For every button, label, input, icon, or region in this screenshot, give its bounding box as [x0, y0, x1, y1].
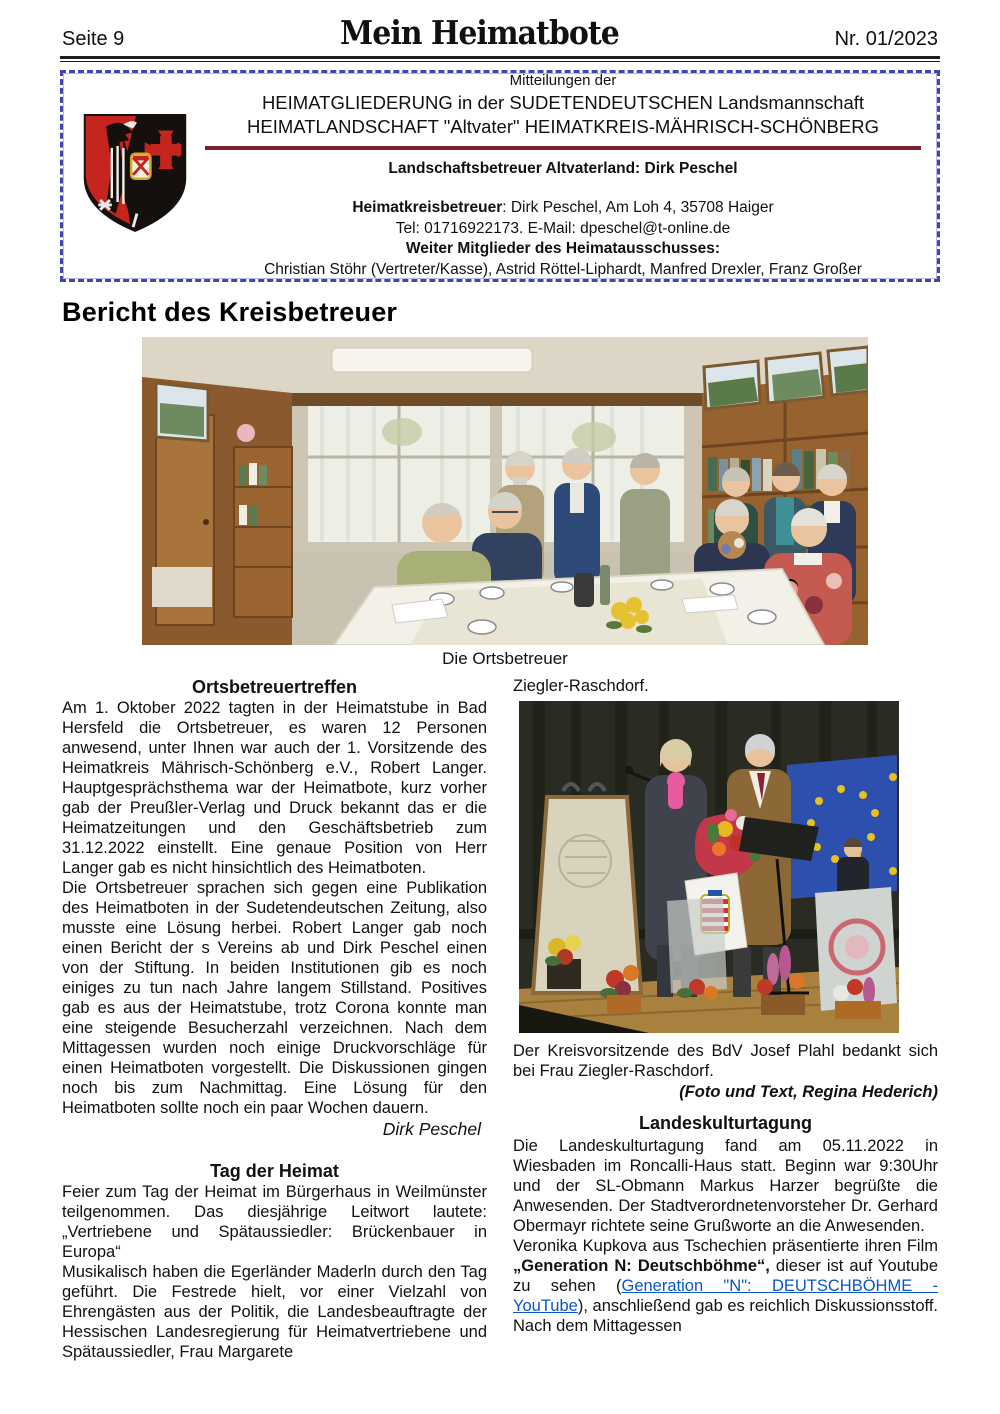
article-paragraph: Feier zum Tag der Heimat im Bürgerhaus in Weilmünster teilgenommen. Das diesjährige Leitwort lautete: „Vertriebene und Spätaussiedler: Brückenbauer in Europa“ [62, 1183, 487, 1261]
group-photo [142, 337, 868, 645]
page-title: Bericht des Kreisbetreuer [62, 297, 398, 327]
members-label: Weiter Mitglieder des Heimatausschusses: [405, 239, 721, 257]
altvater-crest-icon [77, 109, 193, 242]
issue-number: Nr. 01/2023 [834, 28, 938, 50]
infobox-line2: HEIMATGLIEDERUNG in der SUDETENDEUTSCHEN Landsmannschaft [261, 91, 865, 113]
article-heading-tag-der-heimat: Tag der Heimat [210, 1161, 339, 1181]
article-heading-ortsbetreuertreffen: Ortsbetreuertreffen [191, 677, 358, 697]
article-paragraph: Musikalisch haben die Egerländer Maderln durch den Tag geführt. Die Festrede hielt, vor einer Vielzahl von Ehrengästen aus der Politik, die Landesbeauftragte der Hessischen Landesregierung für Heimatvertriebene und Spätaussiedler, Frau Margarete [62, 1263, 487, 1361]
stage-photo [519, 701, 899, 1033]
page-header [62, 16, 938, 51]
article-paragraph: Die Ortsbetreuer sprachen sich gegen eine Publikation des Heimatboten in der Sudetendeutschen Zeitung, also musste eine Lösung herbei. Robert Langer gab noch einen Bericht der s Vereins ab und Dirk Peschel einen von der Stiftung. In beiden Institutionen gib es noch einiges zu tun nach Jahre langem Stillstand. Positives gab es aus der Heimatstube, trotz Corona konnte man eine steigende Besucherzahl verzeichnen. Nach dem Mittagessen wurden noch einige Druckvorschläge für einen Heimatboten vorgestellt. Die Diskussionen gingen noch bis zum Nachmittag. Eine Lösung für den Heimatboten sollte noch ein paar Wochen dauern. [62, 879, 487, 1117]
continuation-line: Ziegler-Raschdorf. [513, 677, 649, 695]
masthead-title: Mein Heimatbote [340, 14, 619, 53]
kreisbetreuer-line: Heimatkreisbetreuer: Dirk Peschel, Am Loh 4, 35708 Haiger [352, 198, 774, 216]
group-photo-figure [142, 337, 868, 669]
article-columns [62, 676, 938, 1362]
header-divider [60, 56, 940, 62]
landschaftsbetreuer-line: Landschaftsbetreuer Altvaterland: Dirk Peschel [388, 159, 738, 177]
film-title: „Generation N: Deutschböhme“, [513, 1257, 770, 1275]
photo-credit: (Foto und Text, Regina Hederich) [679, 1083, 938, 1101]
youtube-link[interactable]: Generation "N": DEUTSCHBÖHME - YouTube [513, 1277, 938, 1315]
infobox-line3: HEIMATLANDSCHAFT "Altvater" HEIMATKREIS-MÄHRISCH-SCHÖNBERG [247, 115, 879, 137]
infobox-text [205, 71, 921, 280]
infobox-line1: Mitteilungen der [509, 71, 617, 89]
article-paragraph: Veronika Kupkova aus Tschechien präsentierte ihren Film „Generation N: Deutschböhme“, dieser ist auf Youtube zu sehen (Generation "N": DEUTSCHBÖHME - YouTube), anschließend gab es reichlich Diskussionsstoff. Nach dem Mittagessen [513, 1237, 938, 1335]
members-line: Christian Stöhr (Vertreter/Kasse), Astrid Röttel-Liphardt, Manfred Drexler, Franz Großer [264, 260, 862, 278]
stage-photo-figure [519, 701, 938, 1033]
author-signature: Dirk Peschel [382, 1119, 481, 1139]
article-heading-landeskulturtagung: Landeskulturtagung [638, 1113, 812, 1133]
maroon-divider [205, 146, 921, 150]
right-column [513, 676, 938, 1362]
article-paragraph: Die Landeskulturtagung fand am 05.11.2022 in Wiesbaden im Roncalli-Haus statt. Beginn war 9:30Uhr und der SL-Obmann Markus Harzer begrüßte die Anwesenden. Der Stadtverordnetenvorsteher Dr. Gerhard Obermayr richtete seine Grußworte an die Anwesenden. [513, 1137, 938, 1235]
group-photo-caption: Die Ortsbetreuer [442, 649, 568, 668]
article-paragraph: Am 1. Oktober 2022 tagten in der Heimatstube in Bad Hersfeld die Ortsbetreuer, es waren 12 Personen anwesend, unter Ihnen war auch der 1. Vorsitzende des Heimatkreis Mährisch-Schönberg e.V., Robert Langer. Hauptgesprächsthema war der Heimatbote, kurz vorher gab der Preußler-Verlag und Druck bekannt das er die Heimatzeitungen und den Geschäftsbetrieb zum 31.12.2022 einstellt. Eine genaue Position von Herr Langer gab es nicht hinsichtlich des Heimatboten. [62, 699, 487, 877]
masthead-infobox [60, 70, 940, 282]
contact-line: Tel: 01716922173. E-Mail: dpeschel@t-online.de [395, 219, 731, 237]
page-number: Seite 9 [62, 28, 125, 50]
left-column [62, 676, 487, 1362]
stage-photo-caption: Der Kreisvorsitzende des BdV Josef Plahl bedankt sich bei Frau Ziegler-Raschdorf. [513, 1042, 938, 1080]
